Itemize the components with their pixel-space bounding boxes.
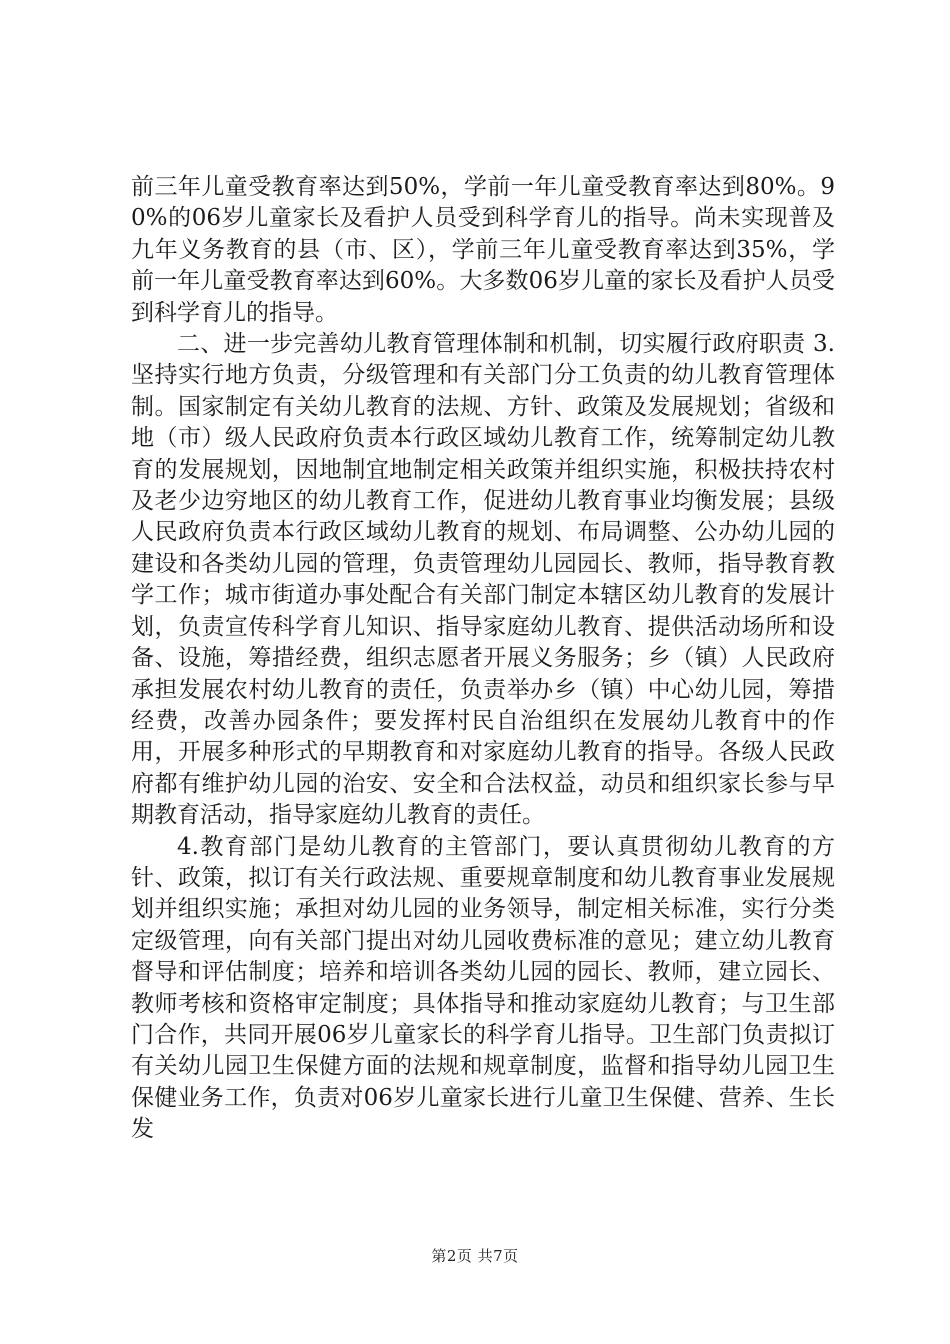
page-number-footer: 第2页 共7页 xyxy=(431,1247,519,1265)
paragraph-3: 4.教育部门是幼儿教育的主管部门，要认真贯彻幼儿教育的方针、政策，拟订有关行政法规、重要规章制度和幼儿教育事业发展规划并组织实施；承担对幼儿园的业务领导，制定相关标准，实行分类定级管理，向有关部门提出对幼儿园收费标准的意见；建立幼儿教育督导和评估制度；培养和培训各类幼儿园的园长、教师，建立园长、教师考核和资格审定制度；具体指导和推动家庭幼儿教育；与卫生部门合作，共同开展06岁儿童家长的科学育儿指导。卫生部门负责拟订有关幼儿园卫生保健方面的法规和规章制度，监督和指导幼儿园卫生保健业务工作，负责对06岁儿童家长进行儿童卫生保健、营养、生长发 xyxy=(131,833,835,1143)
document-body xyxy=(131,172,835,1146)
paragraph-1: 前三年儿童受教育率达到50%，学前一年儿童受教育率达到80%。90%的06岁儿童家长及看护人员受到科学育儿的指导。尚未实现普及九年义务教育的县（市、区），学前三年儿童受教育率达到35%，学前一年儿童受教育率达到60%。大多数06岁儿童的家长及看护人员受到科学育儿的指导。 xyxy=(131,174,835,326)
paragraph-2: 二、进一步完善幼儿教育管理体制和机制，切实履行政府职责 3.坚持实行地方负责，分级管理和有关部门分工负责的幼儿教育管理体制。国家制定有关幼儿教育的法规、方针、政策及发展规划；省级和地（市）级人民政府负责本行政区域幼儿教育工作，统筹制定幼儿教育的发展规划，因地制宜地制定相关政策并组织实施，积极扶持农村及老少边穷地区的幼儿教育工作，促进幼儿教育事业均衡发展；县级人民政府负责本行政区域幼儿教育的规划、布局调整、公办幼儿园的建设和各类幼儿园的管理，负责管理幼儿园园长、教师，指导教育教学工作；城市街道办事处配合有关部门制定本辖区幼儿教育的发展计划，负责宣传科学育儿知识、指导家庭幼儿教育、提供活动场所和设备、设施，筹措经费，组织志愿者开展义务服务；乡（镇）人民政府承担发展农村幼儿教育的责任，负责举办乡（镇）中心幼儿园，筹措经费，改善办园条件；要发挥村民自治组织在发展幼儿教育中的作用，开展多种形式的早期教育和对家庭幼儿教育的指导。各级人民政府都有维护幼儿园的治安、安全和合法权益，动员和组织家长参与早期教育活动，指导家庭幼儿教育的责任。 xyxy=(131,331,835,829)
